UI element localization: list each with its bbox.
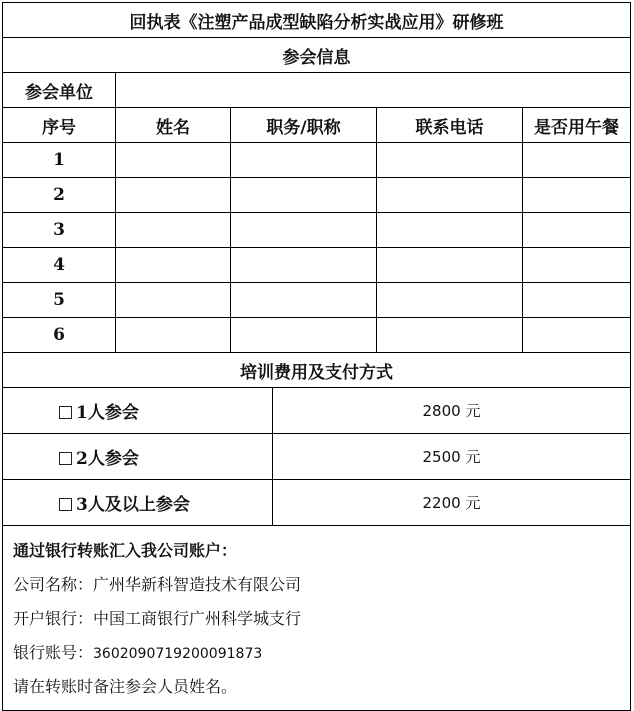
fee-option-1[interactable]	[3, 388, 273, 434]
row-index: 6	[3, 318, 116, 353]
fee-option-row	[3, 388, 631, 434]
phone-cell[interactable]	[377, 178, 523, 213]
col-header-phone: 联系电话	[377, 108, 523, 143]
company-line	[13, 568, 620, 602]
table-row	[3, 143, 631, 178]
table-row	[3, 318, 631, 353]
bank-label: 开户银行：	[13, 609, 94, 628]
transfer-note: 请在转账时备注参会人员姓名。	[13, 677, 238, 696]
position-cell[interactable]	[231, 283, 377, 318]
fee-option-3[interactable]	[3, 480, 273, 526]
col-header-name: 姓名	[116, 108, 231, 143]
bank-name: 中国工商银行广州科学城支行	[93, 609, 302, 628]
row-index: 5	[3, 283, 116, 318]
phone-cell[interactable]	[377, 283, 523, 318]
company-label: 公司名称：	[13, 575, 94, 594]
table-row	[3, 178, 631, 213]
col-header-index: 序号	[3, 108, 116, 143]
company-name: 广州华新科智造技术有限公司	[93, 575, 302, 594]
name-cell[interactable]	[116, 143, 231, 178]
fee-option-price: 2200 元	[273, 480, 631, 526]
fee-option-price: 2800 元	[273, 388, 631, 434]
fee-option-price: 2500 元	[273, 434, 631, 480]
bank-info	[3, 526, 631, 711]
fee-option-label: 3人及以上参会	[76, 495, 190, 515]
lunch-cell[interactable]	[523, 178, 631, 213]
lunch-cell[interactable]	[523, 213, 631, 248]
position-cell[interactable]	[231, 318, 377, 353]
account-label: 银行账号：	[13, 643, 94, 662]
fee-option-label: 2人参会	[76, 449, 139, 469]
row-index: 4	[3, 248, 116, 283]
unit-label: 参会单位	[3, 73, 116, 108]
fee-option-row	[3, 434, 631, 480]
position-cell[interactable]	[231, 248, 377, 283]
fee-option-label: 1人参会	[76, 403, 139, 423]
lunch-cell[interactable]	[523, 248, 631, 283]
name-cell[interactable]	[116, 318, 231, 353]
phone-cell[interactable]	[377, 143, 523, 178]
row-index: 1	[3, 143, 116, 178]
bank-line	[13, 602, 620, 636]
table-row	[3, 248, 631, 283]
row-index: 3	[3, 213, 116, 248]
table-row	[3, 283, 631, 318]
phone-cell[interactable]	[377, 248, 523, 283]
unit-input-cell[interactable]	[116, 73, 631, 108]
lunch-cell[interactable]	[523, 318, 631, 353]
checkbox-icon[interactable]	[59, 406, 72, 419]
name-cell[interactable]	[116, 283, 231, 318]
bank-heading: 通过银行转账汇入我公司账户：	[13, 541, 238, 560]
account-number: 3602090719200091873	[93, 646, 263, 662]
fee-option-2[interactable]	[3, 434, 273, 480]
phone-cell[interactable]	[377, 318, 523, 353]
lunch-cell[interactable]	[523, 283, 631, 318]
account-line	[13, 636, 620, 670]
col-header-position: 职务/职称	[231, 108, 377, 143]
receipt-form	[2, 2, 632, 707]
fee-option-row	[3, 480, 631, 526]
form-title: 回执表《注塑产品成型缺陷分析实战应用》研修班	[3, 3, 631, 38]
name-cell[interactable]	[116, 248, 231, 283]
name-cell[interactable]	[116, 213, 231, 248]
position-cell[interactable]	[231, 143, 377, 178]
checkbox-icon[interactable]	[59, 452, 72, 465]
table-row	[3, 213, 631, 248]
position-cell[interactable]	[231, 213, 377, 248]
phone-cell[interactable]	[377, 213, 523, 248]
lunch-cell[interactable]	[523, 143, 631, 178]
receipt-table	[2, 2, 631, 711]
position-cell[interactable]	[231, 178, 377, 213]
row-index: 2	[3, 178, 116, 213]
section-participant-info: 参会信息	[3, 38, 631, 73]
checkbox-icon[interactable]	[59, 498, 72, 511]
name-cell[interactable]	[116, 178, 231, 213]
col-header-lunch: 是否用午餐	[523, 108, 631, 143]
section-fee-payment: 培训费用及支付方式	[3, 353, 631, 388]
